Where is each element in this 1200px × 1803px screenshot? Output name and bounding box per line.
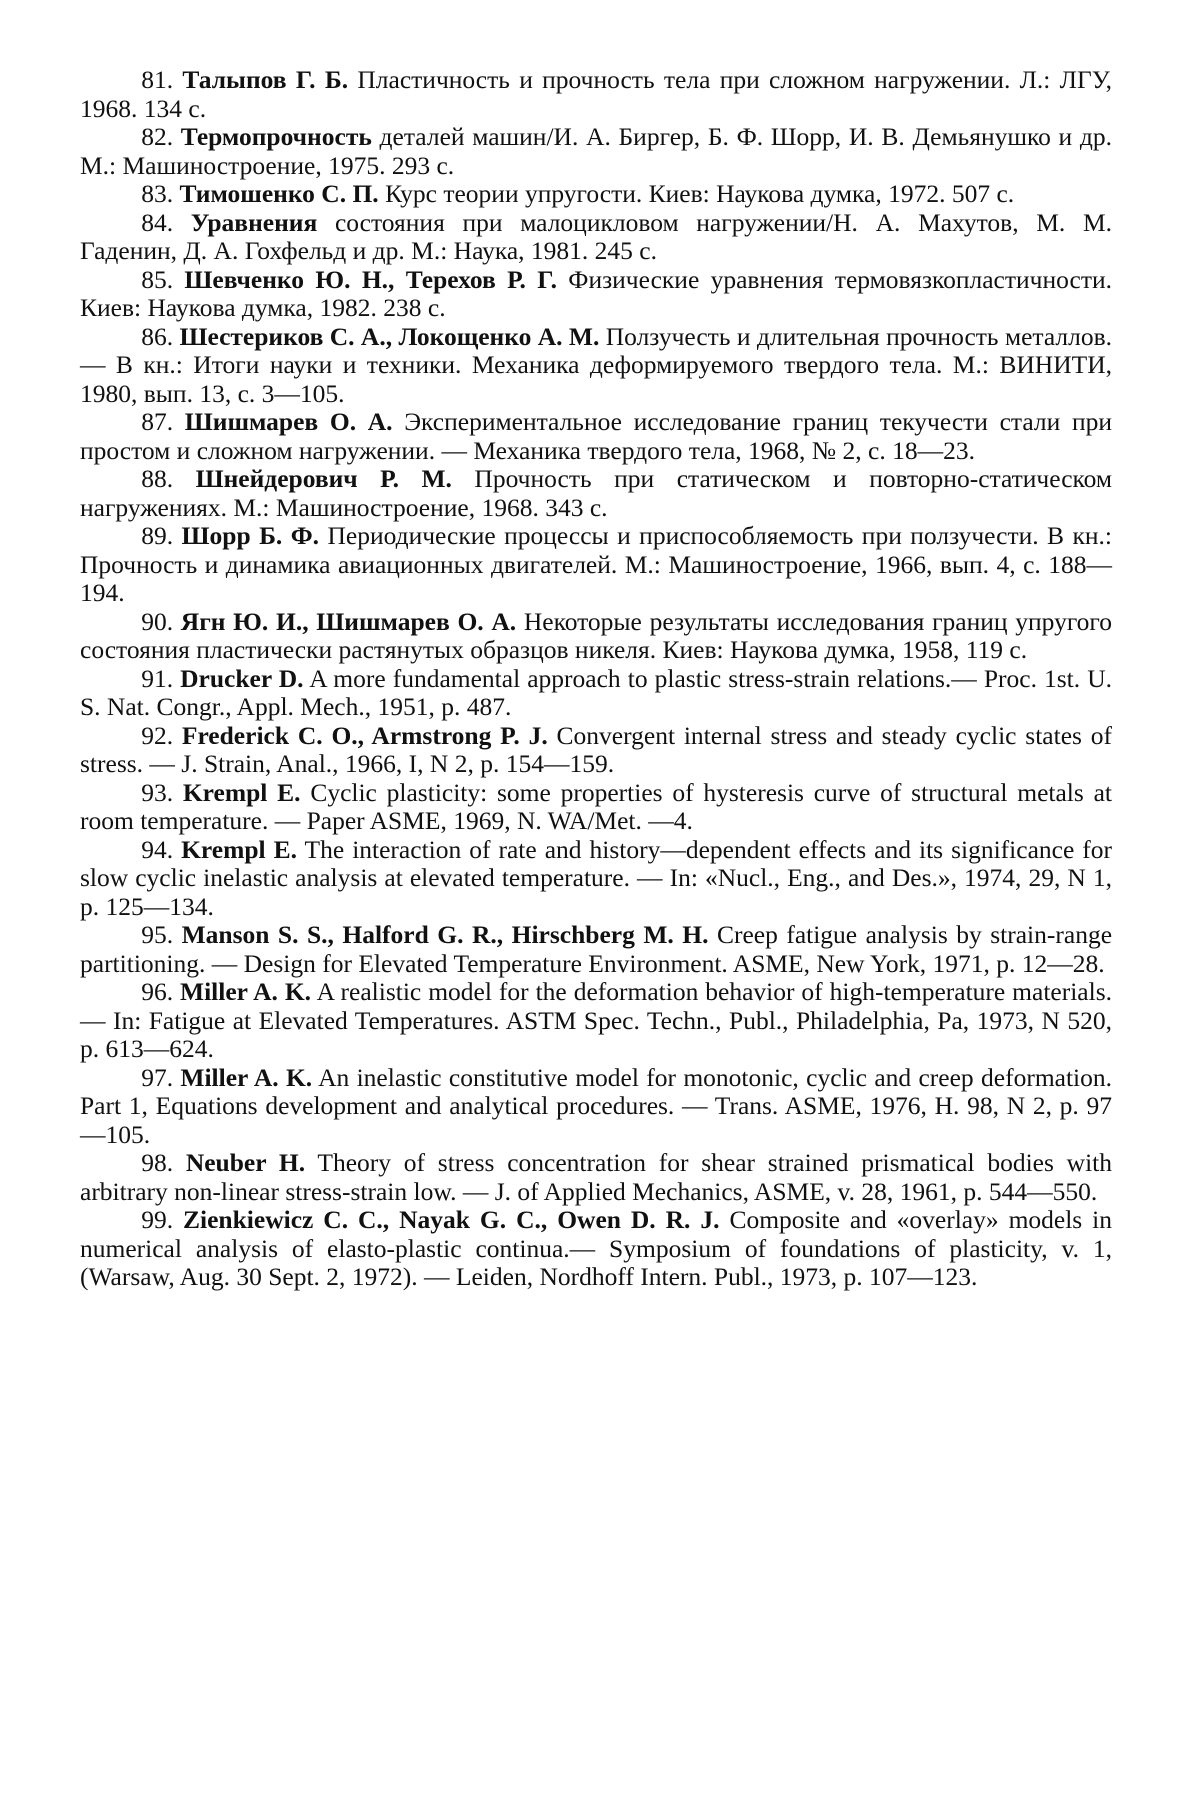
reference-text: Физические уравнения термовязкопластичности. Киев: Наукова думка, 1982. 238 с. — [80, 264, 1113, 322]
reference-number: 91. — [141, 663, 174, 693]
reference-text: Экспериментальное исследование границ текучести стали при простом и сложном нагружении. — Механика твердого тела, 1968, № 2, с. 18—23. — [80, 407, 1113, 465]
reference-number: 92. — [141, 720, 174, 750]
reference-authors: Шорр Б. Ф. — [181, 521, 320, 550]
reference-text: Theory of stress concentration for shear strained prismatical bodies with arbitrary non-linear stress-strain low. — J. of Applied Mechanics, ASME, v. 28, 1961, p. 544—550. — [80, 1148, 1113, 1206]
reference-number: 86. — [141, 321, 174, 351]
reference-authors: Krempl E. — [182, 777, 301, 807]
reference-text: Cyclic plasticity: some properties of hysteresis curve of structural metals at room temperature. — Paper ASME, 1969, N. WA/Met. —4. — [80, 777, 1112, 835]
reference-authors: Шевченко Ю. Н., Терехов Р. Г. — [184, 264, 557, 294]
reference-number: 96. — [141, 977, 174, 1006]
reference-number: 90. — [141, 606, 174, 636]
reference-authors: Тимошенко С. П. — [179, 179, 379, 208]
reference-text: A more fundamental approach to plastic stress-strain relations.— Proc. 1st. U. S. Nat. Congr., Appl. Mech., 1951, p. 487. — [80, 663, 1112, 721]
reference-item — [80, 408, 1112, 465]
reference-item — [80, 1064, 1112, 1150]
reference-authors: Талыпов Г. Б. — [182, 65, 349, 94]
reference-number: 83. — [141, 179, 174, 208]
reference-item — [80, 779, 1112, 836]
reference-item — [80, 1149, 1112, 1206]
reference-item — [80, 465, 1112, 522]
reference-item — [80, 180, 1112, 209]
reference-text: Прочность при статическом и повторно-статическом нагружениях. М.: Машиностроение, 1968. 343 с. — [80, 464, 1113, 522]
reference-authors: Шнейдерович Р. М. — [195, 464, 452, 493]
reference-text: Некоторые результаты исследования границ упругого состояния пластически растянутых образцов никеля. Киев: Наукова думка, 1958, 119 с. — [80, 606, 1112, 664]
reference-text: Composite and «overlay» models in numerical analysis of elasto-plastic continua.— Symposium of foundations of plasticity, v. 1, (Warsaw, Aug. 30 Sept. 2, 1972). — Leiden, Nordhoff Intern. Publ., 1973, p. 107—123. — [80, 1205, 1113, 1291]
reference-text: A realistic model for the deformation behavior of high-temperature materials. — In: Fatigue at Elevated Temperatures. ASTM Spec. Techn., Publ., Philadelphia, Pa, 1973, N 520, p. 613—624. — [80, 977, 1113, 1063]
reference-item — [80, 123, 1112, 180]
reference-item — [80, 836, 1112, 922]
reference-authors: Frederick C. O., Armstrong P. J. — [181, 720, 548, 750]
reference-item — [80, 921, 1112, 978]
reference-number: 95. — [141, 920, 174, 949]
reference-item — [80, 66, 1112, 123]
reference-authors: Neuber H. — [185, 1148, 306, 1177]
reference-list — [80, 66, 1112, 1292]
reference-text: Курс теории упругости. Киев: Наукова думка, 1972. 507 с. — [378, 179, 1015, 208]
reference-item — [80, 1206, 1112, 1292]
reference-number: 94. — [141, 834, 174, 864]
reference-number: 97. — [141, 1062, 174, 1092]
reference-item — [80, 978, 1112, 1064]
reference-item — [80, 266, 1112, 323]
reference-number: 87. — [141, 407, 174, 436]
reference-number: 93. — [141, 777, 174, 807]
reference-authors: Miller A. K. — [180, 1062, 313, 1092]
reference-text: деталей машин/И. А. Биргер, Б. Ф. Шорр, И. В. Демьянушко и др. М.: Машиностроение, 1975. 293 с. — [80, 122, 1112, 180]
reference-authors: Ягн Ю. И., Шишмарев О. А. — [180, 606, 517, 636]
reference-text: An inelastic constitutive model for monotonic, cyclic and creep deformation. Part 1, Equations development and analytical procedures. — Trans. ASME, 1976, H. 98, N 2, p. 97—105. — [80, 1062, 1113, 1149]
reference-number: 85. — [141, 264, 174, 294]
reference-authors: Zienkiewicz C. C., Nayak G. C., Owen D. R. J. — [183, 1205, 720, 1234]
reference-authors: Manson S. S., Halford G. R., Hirschberg M. H. — [181, 920, 709, 949]
reference-authors: Krempl E. — [181, 834, 297, 864]
reference-authors: Miller A. K. — [180, 977, 312, 1006]
reference-number: 88. — [141, 464, 174, 493]
reference-authors: Шишмарев О. А. — [184, 407, 393, 436]
reference-text: Ползучесть и длительная прочность металлов. — В кн.: Итоги науки и техники. Механика деформируемого твердого тела. М.: ВИНИТИ, 1980, вып. 13, с. 3—105. — [80, 321, 1113, 408]
reference-text: Creep fatigue analysis by strain-range partitioning. — Design for Elevated Temperature Environment. ASME, New York, 1971, p. 12—28. — [80, 920, 1113, 978]
reference-text: The interaction of rate and history—dependent effects and its significance for slow cyclic inelastic analysis at elevated temperature. — In: «Nucl., Eng., and Des.», 1974, 29, N 1, p. 125—134. — [80, 834, 1113, 921]
reference-number: 84. — [141, 207, 174, 237]
reference-number: 82. — [141, 122, 174, 151]
reference-item — [80, 522, 1112, 608]
reference-authors: Drucker D. — [180, 663, 304, 693]
reference-number: 99. — [141, 1205, 174, 1234]
reference-text: Convergent internal stress and steady cyclic states of stress. — J. Strain, Anal., 1966, I, N 2, p. 154—159. — [80, 720, 1112, 778]
reference-authors: Уравнения — [190, 207, 318, 237]
reference-text: состояния при малоцикловом нагружении/Н. А. Махутов, М. М. Гаденин, Д. А. Гохфельд и др. М.: Наука, 1981. 245 с. — [80, 207, 1113, 265]
reference-authors: Шестериков С. А., Локощенко А. М. — [179, 321, 600, 351]
reference-item — [80, 209, 1112, 266]
reference-item — [80, 665, 1112, 722]
reference-item — [80, 722, 1112, 779]
reference-item — [80, 323, 1112, 409]
reference-text: Периодические процессы и приспособляемость при ползучести. В кн.: Прочность и динамика авиационных двигателей. М.: Машиностроение, 1966, вып. 4, с. 188—194. — [80, 521, 1112, 607]
reference-number: 89. — [141, 521, 174, 550]
reference-number: 98. — [141, 1148, 174, 1177]
reference-text: Пластичность и прочность тела при сложном нагружении. Л.: ЛГУ, 1968. 134 с. — [80, 65, 1112, 123]
reference-item — [80, 608, 1112, 665]
reference-authors: Термопрочность — [180, 122, 372, 151]
reference-number: 81. — [141, 65, 174, 94]
